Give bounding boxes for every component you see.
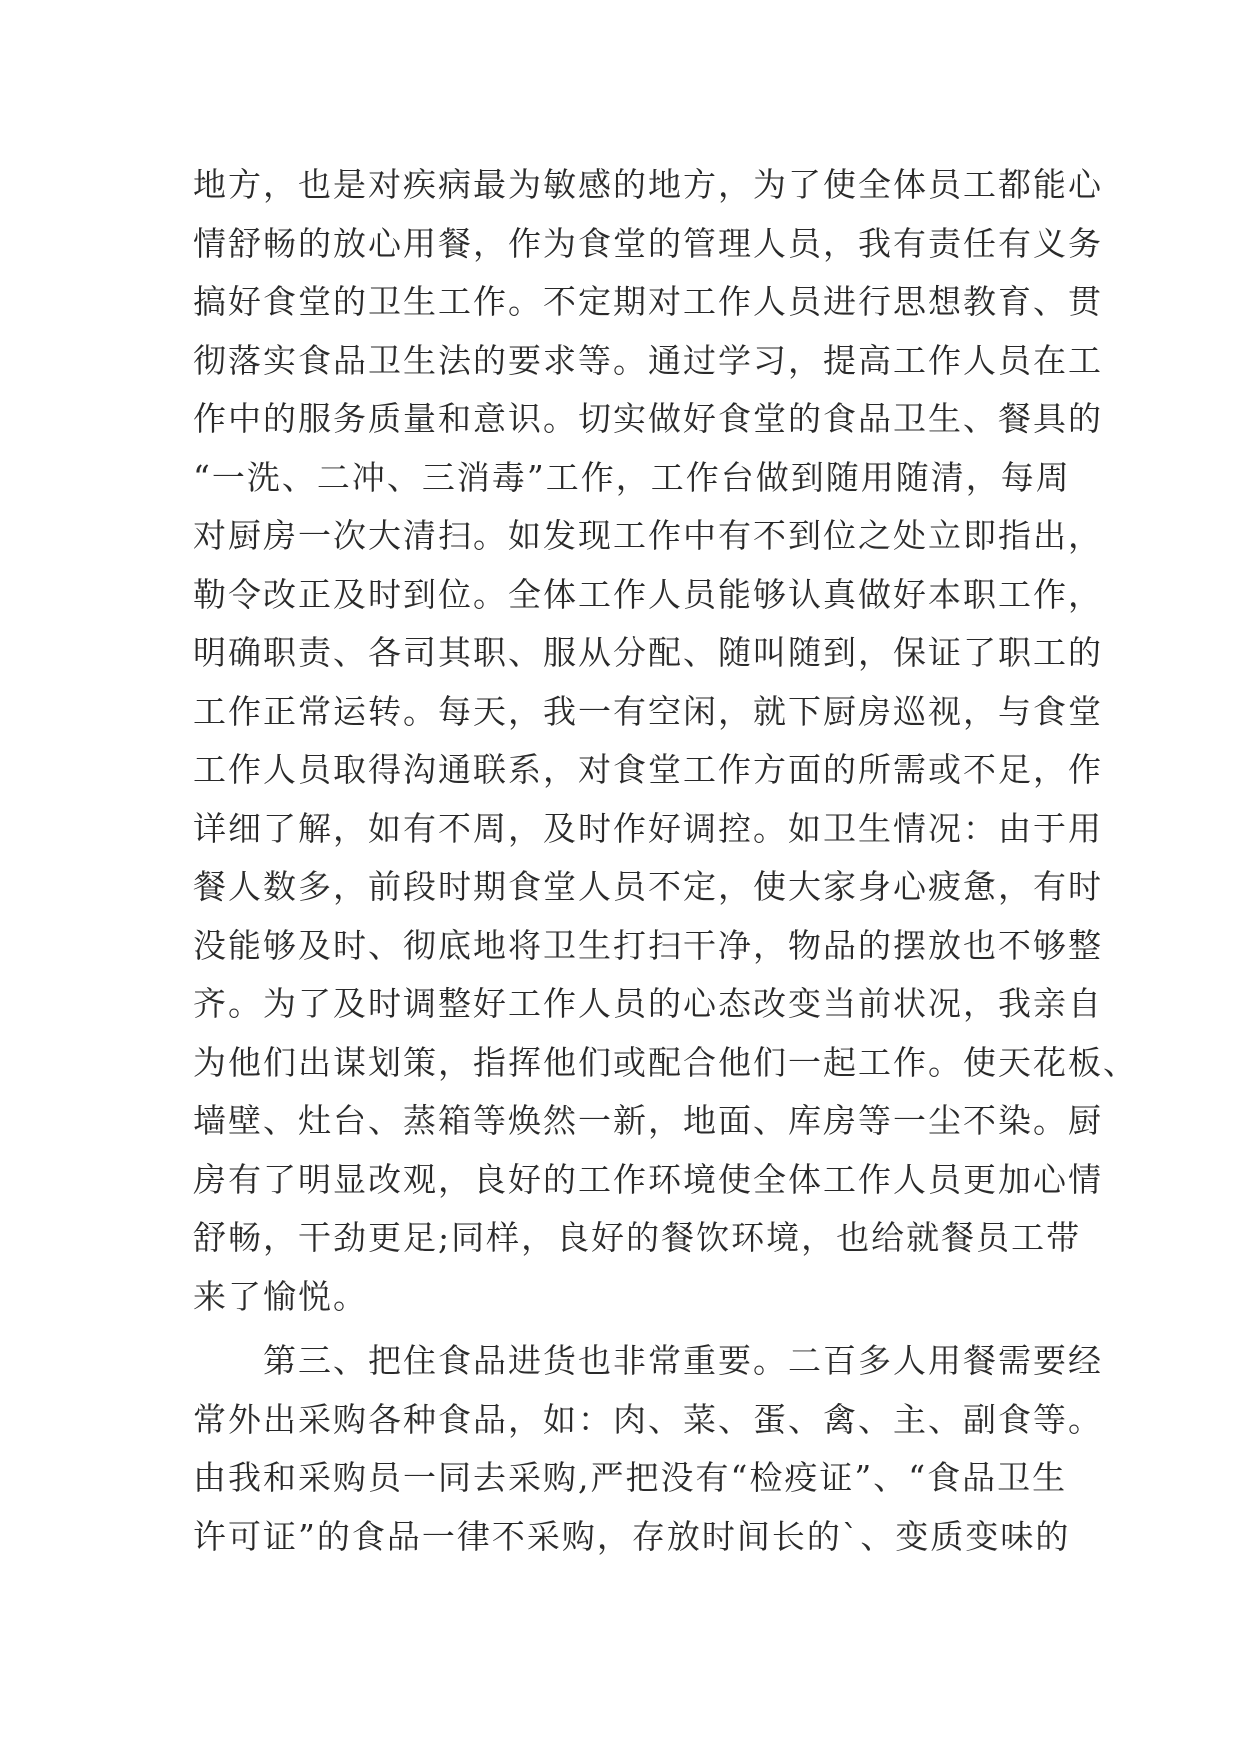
- text-line: 齐。为了及时调整好工作人员的心态改变当前状况，我亲自: [193, 984, 1103, 1023]
- text-line: 工作人员取得沟通联系，对食堂工作方面的所需或不足，作: [193, 750, 1103, 789]
- text-line: 搞好食堂的卫生工作。不定期对工作人员进行思想教育、贯: [193, 282, 1103, 321]
- text-line: 许可证”的食品一律不采购，存放时间长的`、变质变味的: [193, 1516, 1071, 1556]
- text-line: 来了愉悦。: [193, 1276, 368, 1316]
- text-line: 作中的服务质量和意识。切实做好食堂的食品卫生、餐具的: [193, 399, 1103, 438]
- text-line: “一洗、二冲、三消毒”工作，工作台做到随用随清，每周: [193, 457, 1071, 497]
- paragraph-1: [193, 156, 1138, 1326]
- paragraph-2: [193, 1332, 1103, 1566]
- text-line: 对厨房一次大清扫。如发现工作中有不到位之处立即指出，: [193, 516, 1103, 555]
- text-line: 为他们出谋划策，指挥他们或配合他们一起工作。使天花板、: [193, 1042, 1138, 1082]
- text-line: 墙壁、灶台、蒸箱等焕然一新，地面、库房等一尘不染。厨: [193, 1101, 1103, 1140]
- text-line: 由我和采购员一同去采购,严把没有“检疫证”、“食品卫生: [193, 1458, 1068, 1497]
- text-line: 彻落实食品卫生法的要求等。通过学习，提高工作人员在工: [193, 340, 1103, 380]
- text-line: 勒令改正及时到位。全体工作人员能够认真做好本职工作，: [193, 574, 1103, 614]
- text-line: 地方，也是对疾病最为敏感的地方，为了使全体员工都能心: [193, 165, 1103, 204]
- document-body: [193, 156, 1138, 1566]
- text-line: 工作正常运转。每天，我一有空闲，就下厨房巡视，与食堂: [193, 691, 1103, 731]
- text-line: 常外出采购各种食品，如：肉、菜、蛋、禽、主、副食等。: [193, 1399, 1103, 1439]
- text-line: 明确职责、各司其职、服从分配、随叫随到，保证了职工的: [193, 633, 1103, 672]
- text-line: 没能够及时、彻底地将卫生打扫干净，物品的摆放也不够整: [193, 925, 1103, 965]
- text-line: 情舒畅的放心用餐，作为食堂的管理人员，我有责任有义务: [193, 223, 1103, 263]
- text-line: 第三、把住食品进货也非常重要。二百多人用餐需要经: [193, 1341, 1103, 1380]
- text-line: 详细了解，如有不周，及时作好调控。如卫生情况：由于用: [193, 808, 1103, 848]
- text-line: 餐人数多，前段时期食堂人员不定，使大家身心疲惫，有时: [193, 867, 1103, 906]
- text-line: 舒畅，干劲更足;同样，良好的餐饮环境，也给就餐员工带: [193, 1218, 1082, 1257]
- text-line: 房有了明显改观，良好的工作环境使全体工作人员更加心情: [193, 1159, 1103, 1199]
